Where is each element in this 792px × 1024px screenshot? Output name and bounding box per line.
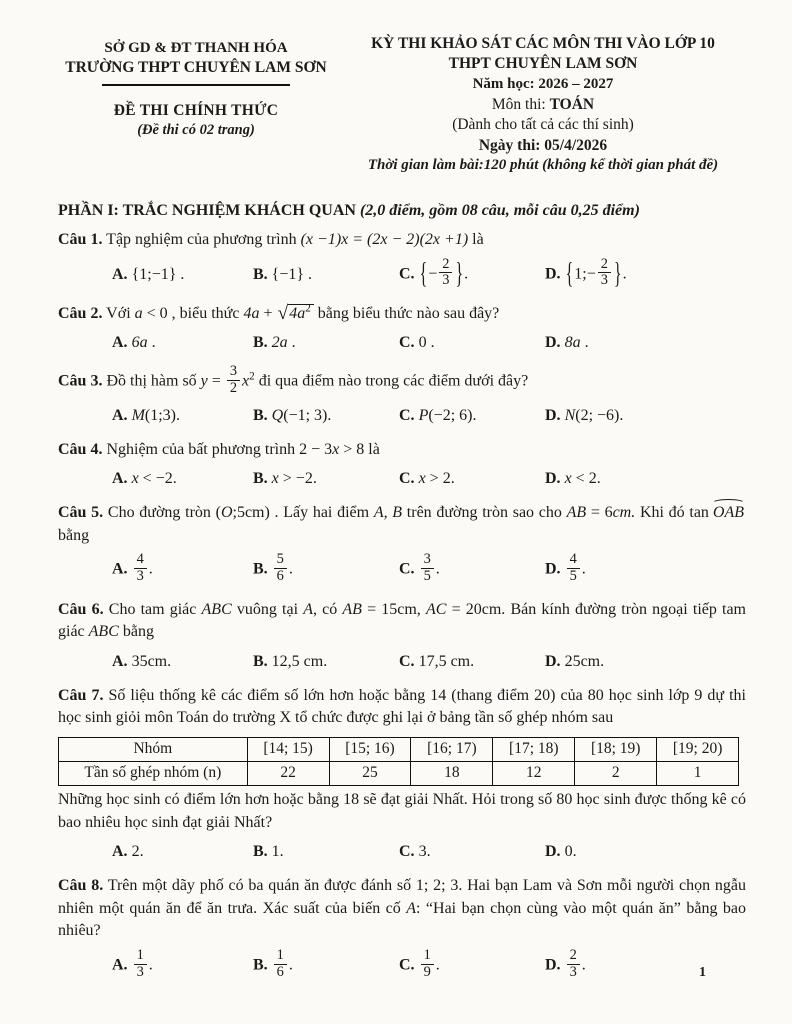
fraction-denominator: 3 bbox=[569, 963, 577, 980]
math-expression: x bbox=[131, 470, 139, 488]
text-run: Số liệu thống kê các điểm số lớn hơn hoặc bằng 14 (thang điểm 20) của 80 học sinh lớp 9 dự thi học sinh giỏi môn Toán do trường X tổ chức được ghi lại ở bảng tần số ghép nhóm sau bbox=[58, 686, 747, 727]
question-label: Câu 6. bbox=[58, 600, 104, 618]
option-label: A. bbox=[112, 470, 128, 488]
answer-option bbox=[112, 838, 253, 866]
question-body bbox=[58, 362, 746, 398]
answer-option bbox=[253, 838, 399, 866]
question-label: Câu 4. bbox=[58, 440, 103, 458]
text-run: là bbox=[468, 230, 484, 248]
question-label: Câu 8. bbox=[58, 877, 104, 895]
question-body bbox=[58, 502, 746, 547]
fraction-denominator: 3 bbox=[136, 963, 144, 980]
text-run: 3. bbox=[418, 843, 431, 861]
text-run: vuông tại bbox=[231, 600, 304, 618]
table-header-cell: [19; 20) bbox=[657, 737, 739, 761]
option-label: C. bbox=[399, 652, 415, 670]
table-value-row bbox=[59, 761, 739, 785]
fraction-denominator: 3 bbox=[442, 272, 450, 289]
text-run: 12,5 cm. bbox=[271, 652, 328, 670]
text-run: (2; −6). bbox=[575, 407, 624, 425]
answer-option bbox=[399, 648, 545, 676]
text-run: trên đường tròn sao cho bbox=[402, 503, 567, 521]
question bbox=[58, 875, 746, 985]
math-expression: A bbox=[406, 899, 417, 917]
fraction-denominator: 6 bbox=[276, 963, 284, 980]
text-run: bằng bbox=[118, 623, 154, 641]
math-expression: ABC bbox=[201, 600, 232, 618]
math-expression: Q bbox=[271, 407, 284, 425]
angle-arc-notation: OAB bbox=[711, 502, 746, 525]
answer-option bbox=[253, 329, 399, 357]
math-expression: 8a bbox=[564, 334, 581, 352]
math-expression: x bbox=[242, 372, 250, 390]
text-run: . bbox=[288, 956, 293, 974]
option-label: D. bbox=[545, 407, 561, 425]
text-run: . bbox=[147, 334, 156, 352]
question bbox=[58, 685, 746, 866]
fraction bbox=[567, 948, 580, 980]
fraction bbox=[274, 948, 287, 980]
text-run: = 6 bbox=[586, 503, 613, 521]
text-run: < 2. bbox=[571, 470, 601, 488]
question-body bbox=[58, 303, 746, 326]
math-expression: x bbox=[564, 470, 572, 488]
math-expression: cm. bbox=[612, 503, 636, 521]
answer-option bbox=[112, 947, 253, 985]
question-body bbox=[58, 439, 746, 462]
text-run: < 0 , biểu thức bbox=[142, 304, 244, 322]
math-expression: AC bbox=[425, 600, 447, 618]
option-label: B. bbox=[253, 407, 268, 425]
answer-option bbox=[399, 947, 545, 985]
school-name: TRƯỜNG THPT CHUYÊN LAM SƠN bbox=[65, 59, 327, 77]
radicand bbox=[288, 304, 314, 323]
option-label: B. bbox=[253, 265, 268, 283]
text-run: Nghiệm của bất phương trình 2 − 3 bbox=[106, 440, 333, 458]
text-run: = bbox=[207, 372, 225, 390]
text-run: 35cm. bbox=[131, 652, 172, 670]
fraction-denominator: 9 bbox=[423, 963, 431, 980]
math-expression: P bbox=[418, 407, 429, 425]
math-expression: M bbox=[131, 407, 145, 425]
math-expression: AB bbox=[566, 503, 587, 521]
fraction bbox=[598, 257, 611, 289]
option-label: C. bbox=[399, 470, 415, 488]
text-run: 2. bbox=[131, 843, 144, 861]
fraction-numerator: 2 bbox=[439, 257, 452, 274]
answer-option bbox=[399, 256, 545, 294]
math-expression: x bbox=[418, 470, 426, 488]
question-label: Câu 2. bbox=[58, 304, 103, 322]
fraction bbox=[227, 364, 240, 396]
text-run: . bbox=[287, 334, 296, 352]
answer-option bbox=[545, 402, 746, 430]
answer-option bbox=[112, 261, 253, 289]
fraction bbox=[439, 257, 452, 289]
table-value-cell: 2 bbox=[575, 761, 657, 785]
department-name: SỞ GD & ĐT THANH HÓA bbox=[104, 40, 288, 56]
text-run: , có bbox=[312, 600, 343, 618]
audience-note: (Dành cho tất cả các thí sinh) bbox=[452, 116, 634, 134]
option-label: C. bbox=[399, 407, 415, 425]
text-run: 0 . bbox=[418, 334, 435, 352]
text-run: Cho đường tròn ( bbox=[107, 503, 221, 521]
subject-label: Môn thi: bbox=[491, 95, 550, 113]
table-value-cell: 22 bbox=[247, 761, 329, 785]
text-run: Tập nghiệm của phương trình bbox=[106, 230, 301, 248]
header-underline bbox=[102, 84, 290, 86]
table-value-cell: 25 bbox=[329, 761, 411, 785]
table-value-cell: 12 bbox=[493, 761, 575, 785]
option-label: B. bbox=[253, 956, 268, 974]
exam-header bbox=[58, 34, 746, 176]
section-title-sub: (2,0 điểm, gồm 08 câu, mỗi câu 0,25 điểm) bbox=[359, 201, 640, 219]
fraction bbox=[134, 948, 147, 980]
table-value-cell: 18 bbox=[411, 761, 493, 785]
question-body bbox=[58, 229, 746, 252]
fraction-denominator: 6 bbox=[276, 567, 284, 584]
option-label: A. bbox=[112, 265, 128, 283]
text-run: Trên một dãy phố có ba quán ăn được đánh số 1; 2; 3. Hai bạn Lam và Sơn mỗi người chọn ngẫu nhiên một quán ăn để ăn trưa. Xác suất của biến cố bbox=[58, 877, 746, 917]
answer-option bbox=[253, 551, 399, 589]
math-expression: x bbox=[271, 470, 279, 488]
section-title bbox=[58, 202, 746, 220]
math-expression: A, B bbox=[373, 503, 403, 521]
answer-options-row bbox=[58, 551, 746, 589]
right-brace: } bbox=[613, 258, 622, 291]
table-header-cell: [15; 16) bbox=[329, 737, 411, 761]
text-run: 25cm. bbox=[564, 652, 605, 670]
left-brace: { bbox=[565, 258, 574, 291]
text-run: bằng bbox=[58, 526, 90, 544]
fraction-numerator: 1 bbox=[274, 948, 287, 965]
answer-options-row bbox=[58, 329, 746, 357]
math-expression: (x −1)x = (2x − 2)(2x +1) bbox=[300, 230, 469, 248]
text-run: (−1; 3). bbox=[283, 407, 332, 425]
answer-options-row bbox=[58, 648, 746, 676]
question-body bbox=[58, 599, 746, 644]
option-label: A. bbox=[112, 956, 128, 974]
exam-title-line2: THPT CHUYÊN LAM SƠN bbox=[448, 55, 638, 73]
math-expression: O bbox=[220, 503, 233, 521]
fraction-numerator: 2 bbox=[567, 948, 580, 965]
subject-line bbox=[340, 95, 746, 115]
table-value-cell: 1 bbox=[657, 761, 739, 785]
option-label: D. bbox=[545, 334, 561, 352]
text-run: . bbox=[148, 956, 153, 974]
text-run: . bbox=[581, 956, 586, 974]
answer-option bbox=[545, 329, 746, 357]
option-label: A. bbox=[112, 652, 128, 670]
answer-option bbox=[253, 261, 399, 289]
text-run: . bbox=[148, 561, 153, 579]
answer-option bbox=[399, 402, 545, 430]
subject-value: TOÁN bbox=[549, 95, 595, 113]
answer-options-row bbox=[58, 947, 746, 985]
table-header-cell: [16; 17) bbox=[411, 737, 493, 761]
text-run: . bbox=[435, 561, 440, 579]
question bbox=[58, 502, 746, 590]
header-left-block bbox=[58, 34, 334, 139]
fraction bbox=[134, 552, 147, 584]
text-run: > −2. bbox=[278, 470, 317, 488]
question bbox=[58, 362, 746, 430]
text-run: . bbox=[435, 956, 440, 974]
text-run: Cho tam giác bbox=[108, 600, 202, 618]
superscript: 2 bbox=[249, 370, 255, 383]
option-label: B. bbox=[253, 470, 268, 488]
text-run: < −2. bbox=[138, 470, 177, 488]
fraction-numerator: 1 bbox=[134, 948, 147, 965]
left-brace: { bbox=[419, 258, 428, 291]
school-year: Năm học: 2026 – 2027 bbox=[472, 75, 614, 92]
answer-option bbox=[545, 256, 746, 294]
radical-sign: √ bbox=[277, 302, 289, 324]
option-label: B. bbox=[253, 652, 268, 670]
question-followup: Những học sinh có điểm lớn hơn hoặc bằng 18 sẽ đạt giải Nhất. Hỏi trong số 80 học sinh được thống kê có bao nhiêu học sinh đạt giải Nhất? bbox=[58, 790, 746, 831]
question-body bbox=[58, 685, 746, 730]
math-expression: x bbox=[332, 440, 340, 458]
text-run: (1;3). bbox=[144, 407, 180, 425]
text-run: (−2; 6). bbox=[428, 407, 477, 425]
math-expression: A bbox=[303, 600, 313, 618]
answer-option bbox=[253, 947, 399, 985]
exam-date: Ngày thi: 05/4/2026 bbox=[478, 136, 608, 154]
right-brace: } bbox=[455, 258, 464, 291]
fraction-numerator: 3 bbox=[227, 364, 240, 381]
fraction-denominator: 2 bbox=[229, 379, 238, 396]
answer-option bbox=[112, 402, 253, 430]
option-label: D. bbox=[545, 470, 561, 488]
answer-options-row bbox=[58, 465, 746, 493]
question-label: Câu 5. bbox=[58, 503, 104, 521]
page-number: 1 bbox=[699, 965, 706, 980]
question bbox=[58, 229, 746, 294]
fraction-numerator: 3 bbox=[421, 552, 434, 569]
answer-options-row bbox=[58, 256, 746, 294]
answer-options-row bbox=[58, 838, 746, 866]
square-root bbox=[277, 303, 313, 326]
question bbox=[58, 439, 746, 493]
superscript: 2 bbox=[305, 302, 311, 315]
exam-type: ĐỀ THI CHÍNH THỨC bbox=[113, 102, 279, 120]
frequency-table bbox=[58, 737, 739, 786]
answer-option bbox=[112, 551, 253, 589]
text-run: . bbox=[580, 334, 589, 352]
text-run: + bbox=[259, 304, 277, 322]
math-expression: ABC bbox=[88, 623, 119, 641]
text-run: Với bbox=[106, 304, 135, 322]
table-header-cell: Nhóm bbox=[59, 737, 248, 761]
fraction-denominator: 3 bbox=[136, 567, 144, 584]
math-expression: 4a bbox=[243, 304, 260, 322]
table-header-cell: [17; 18) bbox=[493, 737, 575, 761]
text-run: Đồ thị hàm số bbox=[106, 372, 201, 390]
answer-option bbox=[545, 947, 746, 985]
option-label: C. bbox=[399, 561, 415, 579]
option-label: A. bbox=[112, 561, 128, 579]
option-label: C. bbox=[399, 956, 415, 974]
option-label: A. bbox=[112, 407, 128, 425]
text-run: : “Hai bạn chọn cùng vào một quán ăn” bằng bao nhiêu? bbox=[58, 899, 747, 940]
answer-option bbox=[253, 402, 399, 430]
text-run: > 2. bbox=[425, 470, 455, 488]
text-run: đi qua điểm nào trong các điểm dưới đây? bbox=[254, 372, 529, 390]
answer-option bbox=[112, 465, 253, 493]
fraction-denominator: 5 bbox=[423, 567, 431, 584]
text-run: bằng biểu thức nào sau đây? bbox=[313, 304, 500, 322]
math-expression: AB bbox=[342, 600, 362, 618]
fraction bbox=[274, 552, 287, 584]
option-label: B. bbox=[253, 843, 268, 861]
text-run: 0. bbox=[564, 843, 577, 861]
fraction-numerator: 4 bbox=[134, 552, 147, 569]
question-label: Câu 1. bbox=[58, 230, 103, 248]
answer-option bbox=[253, 465, 399, 493]
question bbox=[58, 303, 746, 357]
answer-option bbox=[253, 648, 399, 676]
text-run: > 8 là bbox=[339, 440, 380, 458]
question-label: Câu 3. bbox=[58, 372, 103, 390]
option-label: D. bbox=[545, 652, 561, 670]
answer-option bbox=[112, 329, 253, 357]
text-run: = 20cm. Bán kính đường tròn ngoại tiếp tam giác bbox=[58, 600, 747, 641]
option-label: D. bbox=[545, 265, 561, 283]
table-header-cell: [18; 19) bbox=[575, 737, 657, 761]
math-expression: N bbox=[564, 407, 576, 425]
text-run: {−1} . bbox=[271, 265, 313, 283]
answer-option bbox=[399, 838, 545, 866]
math-expression: 2a bbox=[271, 334, 288, 352]
text-run: . bbox=[581, 561, 586, 579]
exam-title-line1: KỲ THI KHẢO SÁT CÁC MÔN THI VÀO LỚP 10 bbox=[371, 35, 715, 52]
text-run: . bbox=[288, 561, 293, 579]
option-label: B. bbox=[253, 561, 268, 579]
text-run: 1;− bbox=[574, 265, 596, 283]
option-label: C. bbox=[399, 334, 415, 352]
exam-duration: Thời gian làm bài:120 phút (không kể thời gian phát đề) bbox=[367, 157, 719, 174]
fraction bbox=[567, 552, 580, 584]
answer-option bbox=[545, 465, 746, 493]
header-right-block bbox=[334, 34, 746, 176]
text-run: ;5cm) . Lấy hai điểm bbox=[232, 503, 374, 521]
fraction-numerator: 1 bbox=[421, 948, 434, 965]
question bbox=[58, 599, 746, 676]
math-expression: 4a bbox=[289, 304, 306, 322]
answer-option bbox=[545, 838, 746, 866]
answer-option bbox=[545, 648, 746, 676]
text-run: − bbox=[428, 265, 438, 283]
math-expression: a bbox=[134, 304, 143, 322]
text-run: . bbox=[464, 265, 469, 283]
option-label: A. bbox=[112, 334, 128, 352]
option-label: C. bbox=[399, 265, 415, 283]
answer-option bbox=[112, 648, 253, 676]
fraction-numerator: 5 bbox=[274, 552, 287, 569]
fraction-denominator: 5 bbox=[569, 567, 577, 584]
math-expression: y bbox=[200, 372, 208, 390]
option-label: C. bbox=[399, 843, 415, 861]
answer-option bbox=[399, 329, 545, 357]
fraction bbox=[421, 552, 434, 584]
option-label: B. bbox=[253, 334, 268, 352]
question-label: Câu 7. bbox=[58, 686, 104, 704]
text-run: = 15cm, bbox=[361, 600, 426, 618]
fraction bbox=[421, 948, 434, 980]
pages-note: (Đề thi có 02 trang) bbox=[137, 122, 255, 139]
text-run: 17,5 cm. bbox=[418, 652, 475, 670]
text-run: {1;−1} . bbox=[131, 265, 185, 283]
table-value-cell: Tần số ghép nhóm (n) bbox=[59, 761, 248, 785]
option-label: A. bbox=[112, 843, 128, 861]
text-run: Khi đó tan bbox=[635, 503, 709, 521]
option-label: D. bbox=[545, 843, 561, 861]
answer-option bbox=[545, 551, 746, 589]
fraction-numerator: 2 bbox=[598, 257, 611, 274]
table-header-cell: [14; 15) bbox=[247, 737, 329, 761]
option-label: D. bbox=[545, 956, 561, 974]
math-expression: 6a bbox=[131, 334, 148, 352]
questions-list bbox=[58, 229, 746, 985]
question-body bbox=[58, 875, 746, 943]
option-label: D. bbox=[545, 561, 561, 579]
answer-options-row bbox=[58, 402, 746, 430]
text-run: . bbox=[622, 265, 627, 283]
fraction-numerator: 4 bbox=[567, 552, 580, 569]
section-title-main: PHẦN I: TRẮC NGHIỆM KHÁCH QUAN bbox=[58, 201, 360, 219]
fraction-denominator: 3 bbox=[600, 272, 608, 289]
table-header-row bbox=[59, 737, 739, 761]
answer-option bbox=[399, 551, 545, 589]
answer-option bbox=[399, 465, 545, 493]
text-run: 1. bbox=[271, 843, 284, 861]
